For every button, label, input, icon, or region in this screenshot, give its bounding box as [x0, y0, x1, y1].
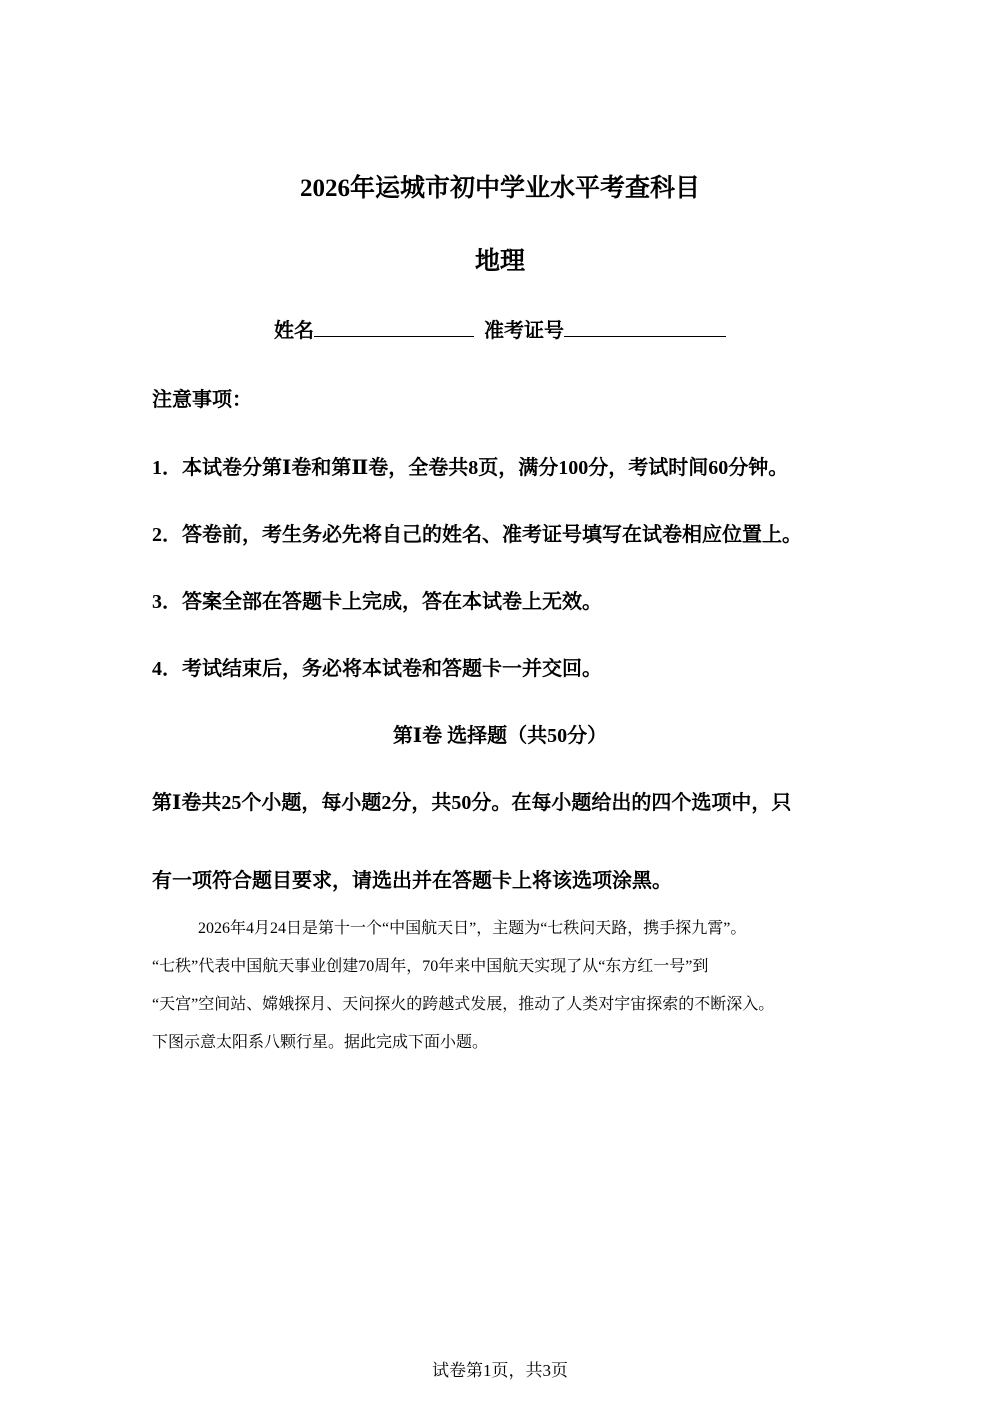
notice-item: 2．答卷前，考生务必先将自己的姓名、准考证号填写在试卷相应位置上。: [152, 524, 802, 546]
exam-subject: 地理: [474, 248, 525, 275]
notice-item: 1．本试卷分第Ⅰ卷和第Ⅱ卷，全卷共8页，满分100分，考试时间60分钟。: [152, 457, 789, 479]
passage-line: 下图示意太阳系八颗行星。据此完成下面小题。: [152, 1034, 489, 1051]
passage-line: “七秩”代表中国航天事业创建70周年，70年来中国航天实现了从“东方红一号”到: [152, 958, 709, 975]
section-heading: 第Ⅰ卷 选择题（共50分）: [392, 725, 608, 747]
page-footer: 试卷第1页，共3页: [432, 1361, 568, 1380]
notice-item: 4．考试结束后，务必将本试卷和答题卡一并交回。: [152, 658, 602, 680]
candidate-info-row: [0, 314, 1000, 343]
section-instruction: 有一项符合题目要求，请选出并在答题卡上将该选项涂黑。: [152, 870, 672, 892]
exam-id-blank: [564, 316, 726, 337]
passage-line: “天宫”空间站、嫦娥探月、天问探火的跨越式发展，推动了人类对宇宙探索的不断深入。: [152, 996, 775, 1013]
exam-id-label: 准考证号: [484, 320, 564, 342]
notice-item: 3．答案全部在答题卡上完成，答在本试卷上无效。: [152, 591, 602, 613]
exam-title: 2026年运城市初中学业水平考查科目: [299, 175, 700, 202]
notice-heading: 注意事项：: [152, 389, 252, 411]
passage-line: 2026年4月24日是第十一个“中国航天日”，主题为“七秩问天路，携手探九霄”。: [198, 920, 747, 937]
name-label: 姓名: [274, 320, 314, 342]
name-blank: [314, 316, 474, 337]
section-instruction: 第Ⅰ卷共25个小题，每小题2分，共50分。在每小题给出的四个选项中，只: [152, 792, 792, 814]
